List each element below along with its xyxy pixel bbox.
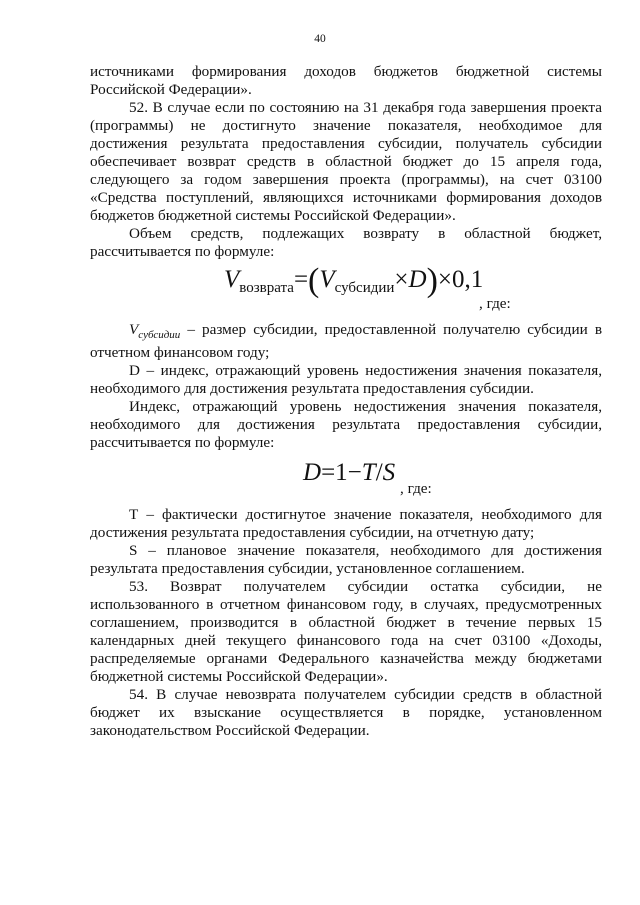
formula-return-expression: $V_{возврата}=(V_{субсидии}\times D)\times 0,1$ (224, 262, 484, 299)
document-body (90, 63, 602, 740)
paragraph-d-definition: D – индекс, отражающий уровень недостижения значения показателя, необходимого для достижения результата предоставления субсидии. (90, 362, 602, 398)
page-number: 40 (314, 33, 326, 45)
formula-index (90, 452, 602, 506)
formula-return-volume (90, 261, 602, 321)
paragraph-index-formula-intro: Индекс, отражающий уровень недостижения значения показателя, необходимого для достижения результата предоставления субсидии, рассчитывается по формуле: (90, 398, 602, 452)
paragraph-continuation: источниками формирования доходов бюджетов бюджетной системы Российской Федерации». (90, 63, 602, 98)
paragraph-52: 52. В случае если по состоянию на 31 декабря года завершения проекта (программы) не достигнуто значение показателя, необходимое для достижения результата предоставления субсидии, получатель субсидии обеспечивает возврат средств в областной бюджет до 15 апреля года, следующего за годом завершения проекта (программы), на счет 03100 «Средства поступлений, являющихся источниками формирования доходов бюджетов бюджетной системы Российской Федерации». (90, 99, 602, 224)
formula-index-expression: D=1−T/S (303, 459, 396, 487)
paragraph-return-volume: Объем средств, подлежащих возврату в областной бюджет, рассчитывается по формуле: (90, 225, 602, 260)
paragraph-t-definition: Т – фактически достигнутое значение показателя, необходимого для достижения результата предоставления субсидии, на отчетную дату; (90, 506, 602, 542)
paragraph-s-definition: S – плановое значение показателя, необходимого для достижения результата предоставления субсидии, установленное соглашением. (90, 542, 602, 578)
paragraph-54: 54. В случае невозврата получателем субсидии средств в областной бюджет их взыскание осуществляется в порядке, установленном законодательством Российской Федерации. (90, 686, 602, 740)
paragraph-53: 53. Возврат получателем субсидии остатка субсидии, не использованного в отчетном финансовом году, в случаях, предусмотренных соглашением, производится в областной бюджет в течение первых 15 календарных дней текущего финансового года на счет 03100 «Доходы, распределяемые органами Федерального казначейства между бюджетами бюджетной системы Российской Федерации». (90, 578, 602, 686)
v-subsidy-term: $V_{субсидии}$ (129, 321, 181, 342)
formula-where-label: , где: (479, 295, 511, 312)
formula-index-where-label: , где: (400, 480, 432, 498)
paragraph-v-subsidy-definition: $V_{субсидии}$ – размер субсидии, предоставленной получателю субсидии в отчетном финансовом году; (90, 321, 602, 362)
